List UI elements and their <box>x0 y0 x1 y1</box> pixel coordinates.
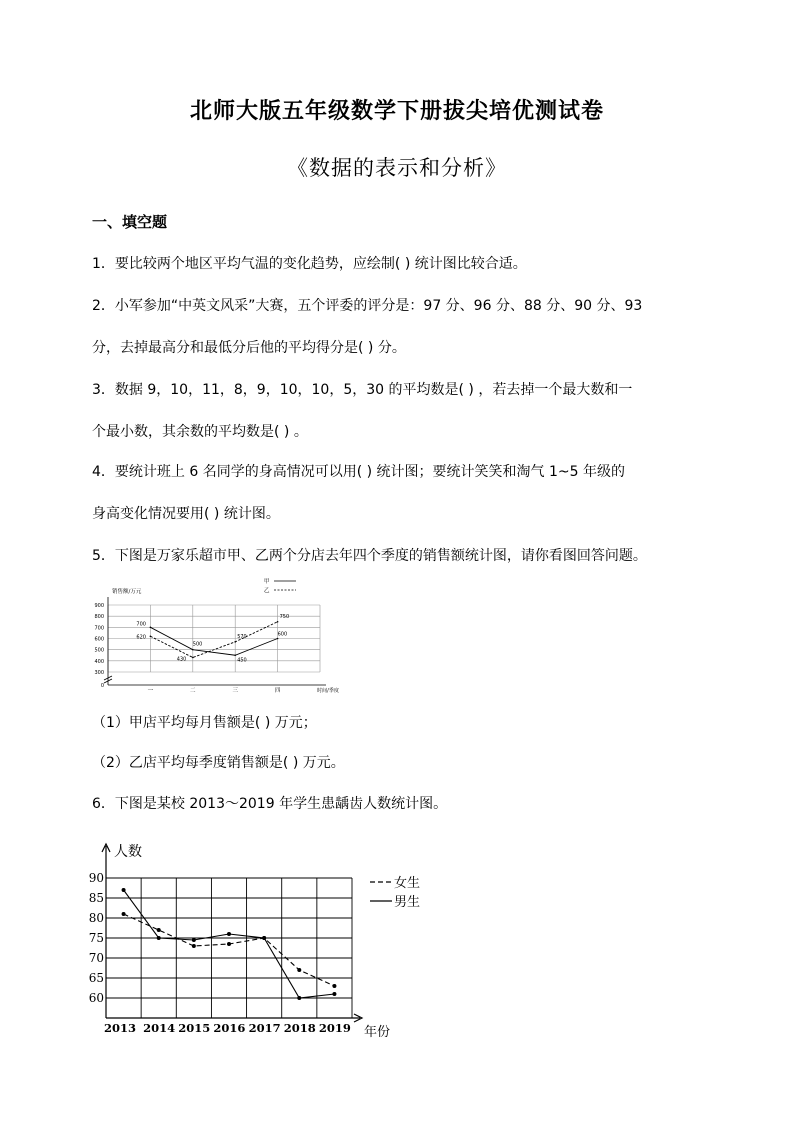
data-point <box>122 888 126 892</box>
y-axis-label: 人数 <box>114 844 142 860</box>
question-1: 1．要比较两个地区平均气温的变化趋势，应绘制( ) 统计图比较合适。 <box>92 256 527 272</box>
data-point <box>297 968 301 972</box>
y-tick-label: 700 <box>94 625 104 632</box>
data-point <box>192 649 194 651</box>
question-5-part-2: （2）乙店平均每季度销售额是( ) 万元。 <box>92 755 345 771</box>
x-tick-label: 2016 <box>213 1021 246 1035</box>
data-label: 430 <box>176 656 187 663</box>
data-label: 450 <box>237 657 247 664</box>
legend-label: 甲 <box>264 579 270 585</box>
data-label: 750 <box>279 613 290 620</box>
data-label: 700 <box>136 621 146 628</box>
data-point <box>227 932 231 936</box>
y-tick-label: 85 <box>88 891 104 905</box>
x-tick-label: 2017 <box>248 1021 281 1035</box>
data-point <box>234 641 236 643</box>
data-label: 600 <box>277 631 288 638</box>
y-tick-label: 90 <box>88 871 104 885</box>
x-tick-label: 四 <box>274 688 281 694</box>
legend-label: 乙 <box>264 588 270 594</box>
legend-label: 女生 <box>394 876 421 891</box>
data-point <box>277 638 279 640</box>
data-point <box>157 936 161 940</box>
x-axis-label: 时间/季度 <box>317 688 339 694</box>
data-label: 500 <box>192 641 203 648</box>
page-title: 北师大版五年级数学下册拔尖培优测试卷 <box>189 99 604 124</box>
y-tick-label: 65 <box>88 971 104 985</box>
question-4: 4．要统计班上 6 名同学的身高情况可以用( ) 统计图；要统计笑笑和淘气 1~5 年级的 <box>92 464 625 480</box>
series-line-甲 <box>150 627 277 655</box>
y-tick-label: 300 <box>94 670 104 676</box>
y-tick-label: 0 <box>100 683 104 689</box>
y-tick-label: 80 <box>88 911 104 925</box>
data-point <box>297 996 301 1000</box>
data-point <box>262 936 266 940</box>
question-2: 2．小军参加“中英文风采”大赛，五个评委的评分是：97 分、96 分、88 分、90 分、93 <box>92 298 643 314</box>
x-tick-label: 2019 <box>318 1021 351 1035</box>
question-3-cont: 个最小数，其余数的平均数是( ) 。 <box>92 424 308 440</box>
question-5-part-1: （1）甲店平均每月售额是( ) 万元； <box>92 715 317 731</box>
legend-label: 男生 <box>394 895 421 910</box>
data-point <box>150 635 152 637</box>
x-tick-label: 2018 <box>283 1021 316 1035</box>
x-tick-label: 二 <box>190 688 196 694</box>
data-point <box>122 912 126 916</box>
x-tick-label: 2014 <box>143 1021 176 1035</box>
cavities-chart <box>88 838 448 1048</box>
data-point <box>192 657 194 659</box>
y-tick-label: 800 <box>94 614 104 621</box>
section-heading: 一、填空题 <box>92 213 168 231</box>
y-axis-label: 销售额/万元 <box>112 589 142 595</box>
data-point <box>157 928 161 932</box>
data-point <box>332 992 336 996</box>
data-point <box>192 944 196 948</box>
sales-chart <box>88 575 368 700</box>
y-tick-label: 400 <box>94 658 104 665</box>
question-4-cont: 身高变化情况要用( ) 统计图。 <box>92 506 280 522</box>
y-tick-label: 60 <box>88 991 104 1005</box>
x-tick-label: 一 <box>147 688 154 694</box>
question-2-cont: 分，去掉最高分和最低分后他的平均得分是( ) 分。 <box>92 340 406 356</box>
data-point <box>227 942 231 946</box>
question-6: 6．下图是某校 2013～2019 年学生患龋齿人数统计图。 <box>92 796 448 812</box>
question-5: 5．下图是万家乐超市甲、乙两个分店去年四个季度的销售额统计图，请你看图回答问题。 <box>92 548 647 564</box>
y-tick-label: 900 <box>94 603 104 609</box>
y-tick-label: 600 <box>94 636 104 643</box>
question-3: 3．数据 9，10，11，8，9，10，10，5，30 的平均数是( ) ，若去掉一个最大数和一 <box>92 382 633 398</box>
x-tick-label: 三 <box>232 688 238 694</box>
y-tick-label: 500 <box>94 647 104 654</box>
data-point <box>150 627 152 629</box>
x-tick-label: 2015 <box>178 1021 211 1035</box>
data-label: 570 <box>237 633 247 640</box>
data-point <box>192 938 196 942</box>
data-point <box>234 654 236 656</box>
x-tick-label: 2013 <box>104 1021 137 1035</box>
data-point <box>277 621 279 623</box>
data-label: 620 <box>136 634 146 641</box>
series-line-女生 <box>124 914 335 986</box>
x-axis-label: 年份 <box>364 1025 391 1040</box>
data-point <box>332 984 336 988</box>
y-tick-label: 70 <box>88 951 104 965</box>
y-tick-label: 75 <box>88 931 104 945</box>
page-subtitle: 《数据的表示和分析》 <box>287 156 507 180</box>
